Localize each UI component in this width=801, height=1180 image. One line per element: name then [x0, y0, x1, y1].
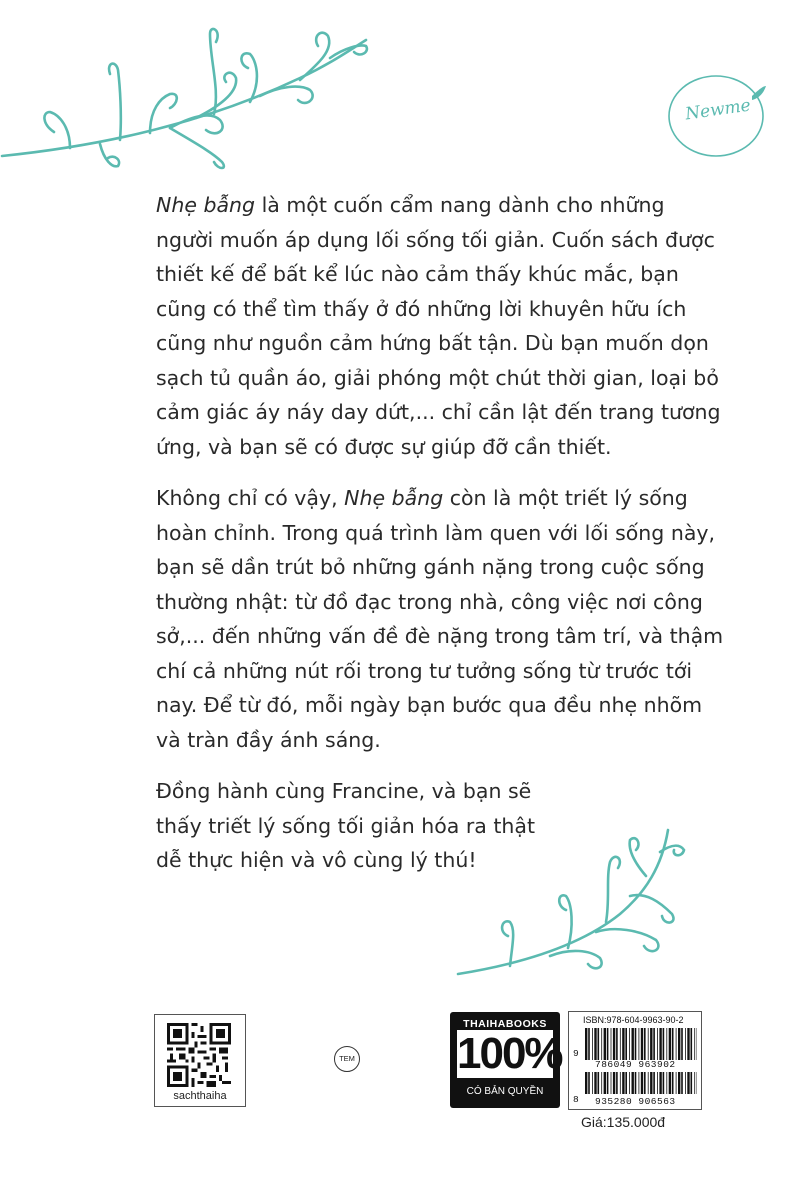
barcode-bar — [653, 1028, 655, 1060]
barcode-bar — [650, 1028, 652, 1060]
barcode-bar — [639, 1072, 640, 1094]
barcode-bar — [594, 1028, 596, 1060]
tem-stamp: TEM — [334, 1046, 360, 1072]
barcode-bar — [691, 1072, 693, 1094]
ean-barcode — [585, 1028, 697, 1060]
barcode-bar — [594, 1072, 596, 1094]
barcode-bar — [663, 1028, 665, 1060]
barcode-bar — [691, 1028, 693, 1060]
barcode-bar — [653, 1072, 655, 1094]
barcode-bar — [648, 1028, 649, 1060]
barcode-bar — [663, 1072, 665, 1094]
badge-percent: 100% — [457, 1029, 562, 1078]
paragraph-1 — [156, 188, 726, 464]
barcode-bar — [620, 1028, 621, 1060]
barcode-bar — [613, 1072, 615, 1094]
barcode-bar — [604, 1028, 606, 1060]
paragraph-text: Không chỉ có vậy, — [156, 486, 345, 510]
barcode-bar — [598, 1028, 600, 1060]
barcode-bar — [641, 1028, 643, 1060]
barcode-bar — [641, 1072, 643, 1094]
paragraph-text: Đồng hành cùng Francine, và bạn sẽ thấy triết lý sống tối giản hóa ra thật dễ thực hiện và vô cùng lý thú! — [156, 779, 535, 872]
barcode-bar — [607, 1028, 609, 1060]
paragraph-text: là một cuốn cẩm nang dành cho những người muốn áp dụng lối sống tối giản. Cuốn sách được thiết kế để bất kể lúc nào cảm thấy khúc mắc, bạn cũng có thể tìm thấy ở đó những lời khuyên hữu ích cũng như nguồn cảm hứng bất tận. Dù bạn muốn dọn sạch tủ quần áo, giải phóng một chút thời gian, loại bỏ cảm giác áy náy day dứt,... chỉ cần lật đến trang tương ứng, và bạn sẽ có được sự giúp đỡ cần thiết. — [156, 193, 721, 459]
barcode-bar — [601, 1028, 602, 1060]
barcode-bar — [657, 1028, 658, 1060]
qr-code — [167, 1023, 231, 1087]
barcode-bar — [694, 1028, 695, 1060]
qr-code-card — [154, 1014, 246, 1107]
barcode-bar — [588, 1072, 590, 1094]
barcode-bar — [622, 1072, 624, 1094]
book-description — [156, 188, 726, 895]
barcode-bar — [672, 1028, 674, 1060]
barcode-bar — [592, 1072, 593, 1094]
paragraph-2 — [156, 481, 726, 757]
barcode-bar — [625, 1072, 627, 1094]
price-code-first-digit: 8 — [573, 1094, 580, 1105]
barcode-bar — [632, 1028, 634, 1060]
newme-logo — [664, 70, 768, 162]
barcode-bar — [666, 1028, 667, 1060]
barcode-bar — [635, 1072, 637, 1094]
barcode-bar — [669, 1028, 671, 1060]
copyright-badge — [450, 1012, 560, 1108]
barcode-bar — [588, 1028, 590, 1060]
barcode-bar — [694, 1072, 695, 1094]
barcode-bar — [666, 1072, 667, 1094]
barcode-bar — [604, 1072, 606, 1094]
book-title-italic: Nhẹ bẫng — [156, 193, 256, 217]
barcode-bar — [625, 1028, 627, 1060]
barcode-bar — [611, 1028, 612, 1060]
price-barcode — [585, 1072, 697, 1094]
barcode-bar — [676, 1072, 677, 1094]
barcode-bar — [650, 1072, 652, 1094]
barcode-bar — [585, 1072, 587, 1094]
barcode-bar — [632, 1072, 634, 1094]
barcode-bar — [676, 1028, 677, 1060]
barcode-bar — [629, 1072, 630, 1094]
barcode-bar — [678, 1072, 680, 1094]
badge-subtitle: CÓ BẢN QUYỀN — [466, 1086, 544, 1097]
barcode-bar — [685, 1072, 686, 1094]
price-label: Giá:135.000đ — [581, 1114, 666, 1130]
barcode-bar — [669, 1072, 671, 1094]
vine-decoration-bottom — [450, 822, 690, 982]
barcode-bar — [687, 1072, 689, 1094]
barcode-bar — [681, 1072, 683, 1094]
barcode-bar — [607, 1072, 609, 1094]
barcode-card — [568, 1011, 702, 1110]
paragraph-text: còn là một triết lý sống hoàn chỉnh. Trong quá trình làm quen với lối sống này, bạn sẽ dần trút bỏ những gánh nặng trong cuộc sống thường nhật: từ đồ đạc trong nhà, công việc nơi công sở,... đến những vấn đề đè nặng trong tâm trí, và thậm chí cả những nút rối trong tư tưởng sống từ trước tới nay. Để từ đó, mỗi ngày bạn bước qua đều nhẹ nhõm và tràn đầy ánh sáng. — [156, 486, 724, 752]
barcode-bar — [598, 1072, 600, 1094]
barcode-bar — [585, 1028, 587, 1060]
barcode-bar — [672, 1072, 674, 1094]
barcode-bar — [659, 1072, 661, 1094]
barcode-bar — [635, 1028, 637, 1060]
isbn-label: ISBN:978-604-9963-90-2 — [583, 1015, 684, 1025]
barcode-bar — [657, 1072, 658, 1094]
ean-first-digit: 9 — [573, 1048, 580, 1059]
barcode-bar — [659, 1028, 661, 1060]
barcode-bar — [611, 1072, 612, 1094]
barcode-bar — [629, 1028, 630, 1060]
price-code-digits: 935280 906563 — [595, 1096, 676, 1107]
barcode-bar — [616, 1028, 618, 1060]
barcode-bar — [592, 1028, 593, 1060]
barcode-bar — [644, 1072, 646, 1094]
barcode-bar — [678, 1028, 680, 1060]
ean-digits: 786049 963902 — [595, 1059, 676, 1070]
barcode-bar — [681, 1028, 683, 1060]
barcode-bar — [648, 1072, 649, 1094]
publisher-name: THAIHABOOKS — [463, 1018, 547, 1030]
barcode-bar — [685, 1028, 686, 1060]
barcode-bar — [622, 1028, 624, 1060]
book-title-italic: Nhẹ bẫng — [344, 486, 444, 510]
barcode-bar — [639, 1028, 640, 1060]
barcode-bar — [616, 1072, 618, 1094]
barcode-bar — [687, 1028, 689, 1060]
barcode-bar — [644, 1028, 646, 1060]
barcode-bar — [620, 1072, 621, 1094]
logo-text: Newme — [684, 95, 752, 125]
vine-decoration-top — [0, 20, 380, 170]
barcode-bar — [613, 1028, 615, 1060]
qr-label: sachthaiha — [173, 1090, 227, 1102]
barcode-bar — [601, 1072, 602, 1094]
